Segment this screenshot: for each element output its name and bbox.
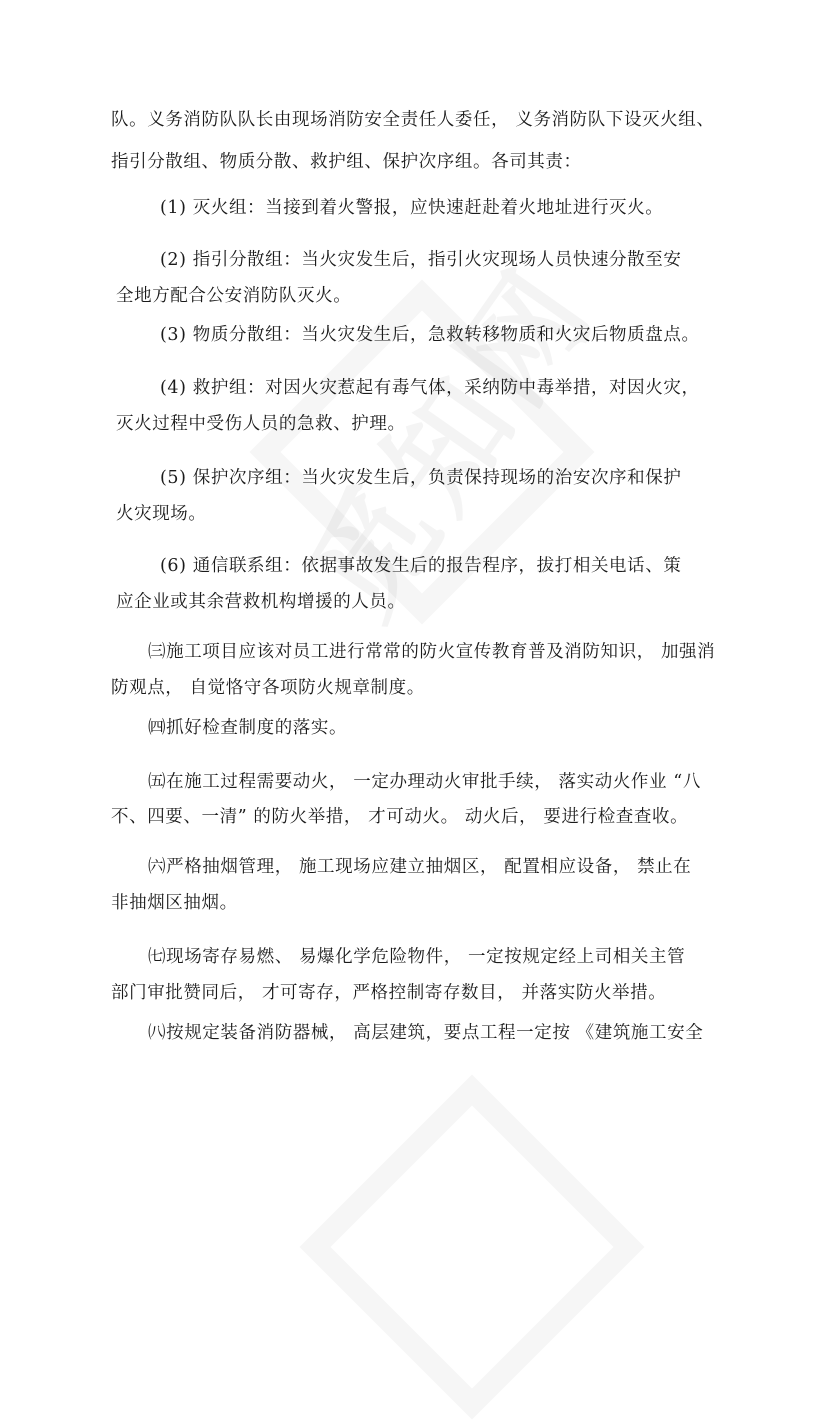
list-item-4: (4) 救护组：对因火灾惹起有毒气体，采纳防中毒举措，对因火灾， [160,378,700,398]
text-line: 灭火过程中受伤人员的急救、护理。 [116,414,406,434]
list-item-2: (2) 指引分散组：当火灾发生后，指引火灾现场人员快速分散至安 [160,250,682,270]
list-item-6: (6) 通信联系组：依据事故发生后的报告程序，拔打相关电话、策 [160,556,682,576]
list-item-1: (1) 灭火组：当接到着火警报，应快速赶赴着火地址进行灭火。 [160,198,664,218]
text-line: 防观点， 自觉恪守各项防火规章制度。 [111,678,425,698]
list-item-5: (5) 保护次序组：当火灾发生后，负责保持现场的治安次序和保护 [160,468,682,488]
text-line: 火灾现场。 [116,504,207,524]
text-line: 部门审批赞同后， 才可寄存，严格控制寄存数目， 并落实防火举措。 [111,983,667,1003]
section-6: ㈥严格抽烟管理， 施工现场应建立抽烟区， 配置相应设备， 禁止在 [148,857,692,877]
text-line: 不、四要、一清” 的防火举措， 才可动火。 动火后， 要进行检查查收。 [111,807,689,827]
text-line: 应企业或其余营救机构增援的人员。 [116,592,406,612]
text-line: 队。义务消防队队长由现场消防安全责任人委任， 义务消防队下设灭火组、 [111,110,715,130]
section-7: ㈦现场寄存易燃、 易爆化学危险物件， 一定按规定经上司相关主管 [148,947,686,967]
section-3: ㈢施工项目应该对员工进行常常的防火宣传教育普及消防知识， 加强消 [148,642,716,662]
text-line: 全地方配合公安消防队灭火。 [116,286,352,306]
watermark-frame-bottom [299,1074,644,1419]
text-line: 指引分散组、物质分散、救护组、保护次序组。各司其责： [111,152,582,172]
section-8: ㈧按规定装备消防器械， 高层建筑，要点工程一定按 《建筑施工安全 [148,1023,704,1043]
list-item-3: (3) 物质分散组：当火灾发生后，急救转移物质和火灾后物质盘点。 [160,325,700,345]
section-5: ㈤在施工过程需要动火， 一定办理动火审批手续， 落实动火作业 “八 [148,772,701,792]
section-4: ㈣抓好检查制度的落实。 [148,718,348,738]
text-line: 非抽烟区抽烟。 [111,893,238,913]
